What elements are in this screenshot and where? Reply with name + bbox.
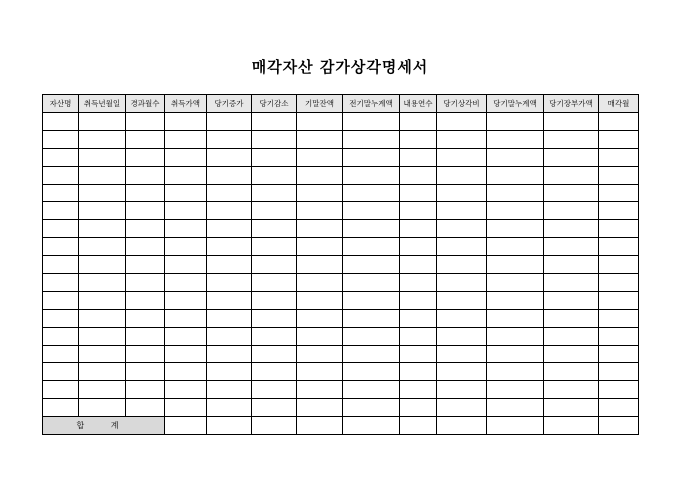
table-cell[interactable] [79, 238, 126, 256]
table-cell[interactable] [599, 381, 639, 399]
total-cell[interactable] [544, 417, 599, 435]
total-cell[interactable] [343, 417, 400, 435]
table-cell[interactable] [43, 309, 79, 327]
table-cell[interactable] [487, 148, 544, 166]
table-cell[interactable] [343, 256, 400, 274]
table-cell[interactable] [400, 381, 437, 399]
table-cell[interactable] [43, 184, 79, 202]
table-cell[interactable] [207, 309, 252, 327]
table-cell[interactable] [297, 291, 343, 309]
table-cell[interactable] [437, 291, 487, 309]
table-cell[interactable] [252, 274, 297, 292]
table-cell[interactable] [126, 363, 165, 381]
table-cell[interactable] [544, 130, 599, 148]
table-cell[interactable] [79, 130, 126, 148]
table-cell[interactable] [252, 399, 297, 417]
table-cell[interactable] [400, 363, 437, 381]
table-cell[interactable] [487, 220, 544, 238]
table-cell[interactable] [79, 399, 126, 417]
table-cell[interactable] [126, 345, 165, 363]
table-cell[interactable] [343, 202, 400, 220]
table-cell[interactable] [343, 381, 400, 399]
table-row [43, 220, 639, 238]
table-cell[interactable] [544, 399, 599, 417]
table-cell[interactable] [599, 291, 639, 309]
header-elapsed-months: 경과월수 [126, 95, 165, 113]
table-cell[interactable] [297, 130, 343, 148]
table-cell[interactable] [126, 309, 165, 327]
table-cell[interactable] [165, 399, 207, 417]
table-cell[interactable] [437, 238, 487, 256]
table-cell[interactable] [400, 238, 437, 256]
table-cell[interactable] [252, 309, 297, 327]
table-cell[interactable] [544, 220, 599, 238]
table-cell[interactable] [207, 220, 252, 238]
table-cell[interactable] [297, 363, 343, 381]
total-cell[interactable] [437, 417, 487, 435]
table-cell[interactable] [79, 148, 126, 166]
table-cell[interactable] [599, 113, 639, 131]
table-cell[interactable] [207, 202, 252, 220]
table-cell[interactable] [599, 130, 639, 148]
table-cell[interactable] [165, 130, 207, 148]
header-ending-balance: 기말잔액 [297, 95, 343, 113]
table-cell[interactable] [165, 327, 207, 345]
table-cell[interactable] [400, 291, 437, 309]
table-cell[interactable] [487, 381, 544, 399]
table-cell[interactable] [43, 381, 79, 399]
header-period-increase: 당기증가 [207, 95, 252, 113]
table-cell[interactable] [343, 309, 400, 327]
table-cell[interactable] [79, 113, 126, 131]
header-row [43, 95, 639, 113]
table-cell[interactable] [43, 327, 79, 345]
table-cell[interactable] [297, 256, 343, 274]
table-cell[interactable] [126, 148, 165, 166]
table-cell[interactable] [544, 238, 599, 256]
table-cell[interactable] [79, 256, 126, 274]
table-cell[interactable] [165, 220, 207, 238]
table-row [43, 184, 639, 202]
table-cell[interactable] [126, 399, 165, 417]
table-cell[interactable] [43, 148, 79, 166]
table-cell[interactable] [207, 113, 252, 131]
table-cell[interactable] [487, 274, 544, 292]
table-cell[interactable] [544, 363, 599, 381]
table-cell[interactable] [252, 184, 297, 202]
table-cell[interactable] [400, 345, 437, 363]
table-cell[interactable] [487, 184, 544, 202]
table-cell[interactable] [544, 256, 599, 274]
table-row [43, 130, 639, 148]
total-cell[interactable] [165, 417, 207, 435]
table-cell[interactable] [400, 130, 437, 148]
table-cell[interactable] [207, 256, 252, 274]
table-cell[interactable] [252, 166, 297, 184]
table-cell[interactable] [165, 113, 207, 131]
table-cell[interactable] [207, 274, 252, 292]
table-cell[interactable] [599, 220, 639, 238]
table-cell[interactable] [297, 309, 343, 327]
table-row [43, 399, 639, 417]
table-cell[interactable] [343, 113, 400, 131]
table-cell[interactable] [297, 345, 343, 363]
table-cell[interactable] [297, 148, 343, 166]
table-cell[interactable] [126, 274, 165, 292]
table-cell[interactable] [252, 220, 297, 238]
table-cell[interactable] [400, 166, 437, 184]
table-cell[interactable] [207, 148, 252, 166]
table-row [43, 238, 639, 256]
table-cell[interactable] [343, 274, 400, 292]
table-cell[interactable] [297, 238, 343, 256]
table-cell[interactable] [79, 184, 126, 202]
table-cell[interactable] [400, 184, 437, 202]
table-cell[interactable] [43, 238, 79, 256]
table-cell[interactable] [343, 291, 400, 309]
table-cell[interactable] [43, 113, 79, 131]
table-cell[interactable] [43, 202, 79, 220]
table-cell[interactable] [599, 345, 639, 363]
table-cell[interactable] [79, 363, 126, 381]
table-cell[interactable] [343, 327, 400, 345]
table-cell[interactable] [343, 130, 400, 148]
table-cell[interactable] [437, 256, 487, 274]
total-cell[interactable] [207, 417, 252, 435]
table-cell[interactable] [487, 309, 544, 327]
table-cell[interactable] [487, 166, 544, 184]
header-acquisition-cost: 취득가액 [165, 95, 207, 113]
table-cell[interactable] [43, 399, 79, 417]
table-cell[interactable] [544, 345, 599, 363]
table-cell[interactable] [400, 256, 437, 274]
table-cell[interactable] [43, 220, 79, 238]
table-row [43, 345, 639, 363]
header-period-depreciation: 당기상각비 [437, 95, 487, 113]
table-cell[interactable] [487, 363, 544, 381]
table-cell[interactable] [487, 202, 544, 220]
table-cell[interactable] [43, 291, 79, 309]
table-cell[interactable] [400, 220, 437, 238]
table-cell[interactable] [126, 113, 165, 131]
table-cell[interactable] [207, 184, 252, 202]
table-cell[interactable] [207, 345, 252, 363]
table-cell[interactable] [437, 274, 487, 292]
table-cell[interactable] [599, 363, 639, 381]
table-cell[interactable] [297, 274, 343, 292]
table-cell[interactable] [400, 202, 437, 220]
table-cell[interactable] [207, 130, 252, 148]
table-cell[interactable] [79, 274, 126, 292]
table-row [43, 274, 639, 292]
table-cell[interactable] [343, 238, 400, 256]
table-cell[interactable] [544, 274, 599, 292]
total-cell[interactable] [400, 417, 437, 435]
table-cell[interactable] [252, 327, 297, 345]
table-cell[interactable] [487, 238, 544, 256]
table-cell[interactable] [599, 184, 639, 202]
table-cell[interactable] [343, 148, 400, 166]
table-cell[interactable] [343, 166, 400, 184]
table-cell[interactable] [165, 238, 207, 256]
table-cell[interactable] [437, 166, 487, 184]
table-cell[interactable] [599, 166, 639, 184]
table-cell[interactable] [400, 274, 437, 292]
table-row [43, 148, 639, 166]
table-cell[interactable] [126, 327, 165, 345]
table-cell[interactable] [165, 202, 207, 220]
table-cell[interactable] [252, 113, 297, 131]
table-cell[interactable] [487, 345, 544, 363]
table-cell[interactable] [343, 184, 400, 202]
table-cell[interactable] [400, 327, 437, 345]
table-cell[interactable] [252, 130, 297, 148]
table-cell[interactable] [79, 166, 126, 184]
table-cell[interactable] [165, 274, 207, 292]
table-cell[interactable] [126, 238, 165, 256]
table-cell[interactable] [207, 381, 252, 399]
table-cell[interactable] [165, 291, 207, 309]
table-cell[interactable] [126, 256, 165, 274]
table-cell[interactable] [252, 291, 297, 309]
table-cell[interactable] [599, 327, 639, 345]
total-cell[interactable] [487, 417, 544, 435]
table-cell[interactable] [252, 363, 297, 381]
table-cell[interactable] [437, 309, 487, 327]
table-cell[interactable] [544, 202, 599, 220]
table-cell[interactable] [252, 202, 297, 220]
table-row [43, 363, 639, 381]
table-cell[interactable] [207, 291, 252, 309]
table-cell[interactable] [487, 291, 544, 309]
table-cell[interactable] [126, 166, 165, 184]
header-prior-accumulated: 전기말누계액 [343, 95, 400, 113]
table-cell[interactable] [437, 184, 487, 202]
table-cell[interactable] [297, 220, 343, 238]
total-label: 합 계 [43, 417, 165, 435]
table-cell[interactable] [343, 220, 400, 238]
table-cell[interactable] [544, 309, 599, 327]
table-cell[interactable] [126, 130, 165, 148]
table-cell[interactable] [165, 148, 207, 166]
table-cell[interactable] [126, 291, 165, 309]
table-cell[interactable] [437, 113, 487, 131]
table-cell[interactable] [297, 327, 343, 345]
table-cell[interactable] [343, 399, 400, 417]
table-cell[interactable] [126, 184, 165, 202]
table-cell[interactable] [544, 327, 599, 345]
table-cell[interactable] [297, 202, 343, 220]
table-cell[interactable] [165, 309, 207, 327]
table-cell[interactable] [43, 363, 79, 381]
depreciation-table [42, 94, 639, 435]
table-cell[interactable] [79, 220, 126, 238]
table-cell[interactable] [126, 202, 165, 220]
table-cell[interactable] [437, 202, 487, 220]
table-cell[interactable] [599, 148, 639, 166]
total-cell[interactable] [297, 417, 343, 435]
table-cell[interactable] [43, 166, 79, 184]
table-row [43, 113, 639, 131]
table-cell[interactable] [437, 399, 487, 417]
table-cell[interactable] [437, 220, 487, 238]
table-cell[interactable] [252, 256, 297, 274]
table-cell[interactable] [252, 148, 297, 166]
header-book-value: 당기장부가액 [544, 95, 599, 113]
table-cell[interactable] [400, 309, 437, 327]
table-cell[interactable] [79, 381, 126, 399]
table-cell[interactable] [297, 184, 343, 202]
table-row [43, 309, 639, 327]
table-cell[interactable] [343, 363, 400, 381]
table-cell[interactable] [544, 148, 599, 166]
table-cell[interactable] [79, 202, 126, 220]
table-cell[interactable] [544, 291, 599, 309]
table-cell[interactable] [599, 309, 639, 327]
table-cell[interactable] [487, 399, 544, 417]
header-period-decrease: 당기감소 [252, 95, 297, 113]
table-cell[interactable] [400, 148, 437, 166]
table-cell[interactable] [487, 130, 544, 148]
table-cell[interactable] [207, 399, 252, 417]
table-cell[interactable] [165, 184, 207, 202]
table-cell[interactable] [126, 381, 165, 399]
table-cell[interactable] [544, 166, 599, 184]
table-cell[interactable] [599, 202, 639, 220]
table-cell[interactable] [165, 345, 207, 363]
table-cell[interactable] [544, 184, 599, 202]
table-row [43, 381, 639, 399]
table-cell[interactable] [487, 327, 544, 345]
table-cell[interactable] [252, 381, 297, 399]
table-cell[interactable] [297, 381, 343, 399]
table-cell[interactable] [400, 113, 437, 131]
total-cell[interactable] [252, 417, 297, 435]
table-cell[interactable] [297, 113, 343, 131]
table-row [43, 166, 639, 184]
table-cell[interactable] [207, 238, 252, 256]
table-cell[interactable] [437, 130, 487, 148]
document-title: 매각자산 감가상각명세서 [251, 58, 429, 76]
table-cell[interactable] [599, 399, 639, 417]
total-cell[interactable] [599, 417, 639, 435]
table-cell[interactable] [487, 256, 544, 274]
header-current-accumulated: 당기말누계액 [487, 95, 544, 113]
table-cell[interactable] [487, 113, 544, 131]
table-cell[interactable] [297, 399, 343, 417]
table-cell[interactable] [252, 238, 297, 256]
table-row [43, 256, 639, 274]
table-cell[interactable] [437, 345, 487, 363]
table-cell[interactable] [207, 327, 252, 345]
table-row [43, 291, 639, 309]
table-cell[interactable] [437, 363, 487, 381]
table-cell[interactable] [43, 274, 79, 292]
table-cell[interactable] [207, 363, 252, 381]
table-cell[interactable] [343, 345, 400, 363]
total-row [43, 417, 639, 435]
table-cell[interactable] [165, 166, 207, 184]
table-cell[interactable] [400, 399, 437, 417]
table-cell[interactable] [165, 256, 207, 274]
table-cell[interactable] [207, 166, 252, 184]
table-cell[interactable] [252, 345, 297, 363]
table-cell[interactable] [79, 327, 126, 345]
table-row [43, 327, 639, 345]
table-cell[interactable] [43, 345, 79, 363]
table-cell[interactable] [126, 220, 165, 238]
table-cell[interactable] [79, 309, 126, 327]
header-sale-month: 매각월 [599, 95, 639, 113]
table-cell[interactable] [43, 256, 79, 274]
table-cell[interactable] [599, 274, 639, 292]
table-cell[interactable] [544, 381, 599, 399]
table-cell[interactable] [437, 381, 487, 399]
header-useful-life: 내용연수 [400, 95, 437, 113]
table-cell[interactable] [43, 130, 79, 148]
table-cell[interactable] [437, 327, 487, 345]
table-cell[interactable] [544, 113, 599, 131]
table-cell[interactable] [79, 345, 126, 363]
header-acquisition-date: 취득년월일 [79, 95, 126, 113]
table-cell[interactable] [437, 148, 487, 166]
table-cell[interactable] [165, 363, 207, 381]
header-asset-name: 자산명 [43, 95, 79, 113]
table-cell[interactable] [599, 238, 639, 256]
table-row [43, 202, 639, 220]
table-cell[interactable] [599, 256, 639, 274]
table-cell[interactable] [165, 381, 207, 399]
table-cell[interactable] [79, 291, 126, 309]
table-cell[interactable] [297, 166, 343, 184]
